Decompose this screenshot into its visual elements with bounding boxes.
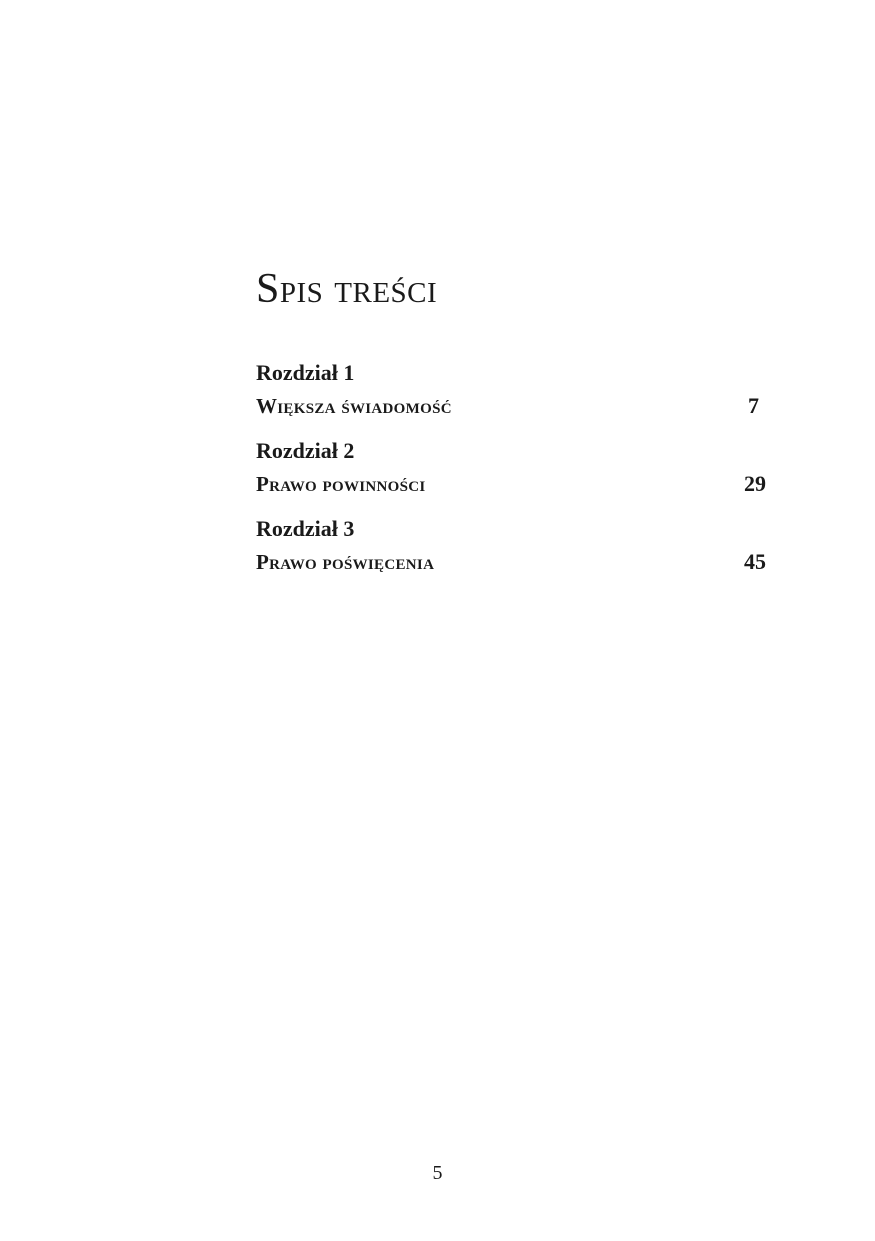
chapter-page-number: 29 [744, 471, 766, 496]
chapter-row [256, 466, 766, 502]
toc-entry-2 [256, 436, 766, 502]
chapter-label: Rozdział 2 [256, 438, 355, 463]
chapter-title: Prawo poświęcenia [256, 550, 435, 574]
toc-entry-3 [256, 514, 766, 580]
chapter-title: Prawo powinności [256, 472, 426, 496]
table-of-contents [256, 358, 766, 592]
toc-entry-1 [256, 358, 766, 424]
chapter-page-number: 45 [744, 549, 766, 574]
chapter-title: Większa świadomość [256, 394, 452, 418]
chapter-row [256, 544, 766, 580]
chapter-label: Rozdział 1 [256, 360, 355, 385]
chapter-row [256, 388, 766, 424]
chapter-page-number: 7 [748, 393, 759, 418]
page-title: Spis treści [256, 266, 438, 312]
chapter-label: Rozdział 3 [256, 516, 355, 541]
page-number: 5 [432, 1162, 443, 1184]
